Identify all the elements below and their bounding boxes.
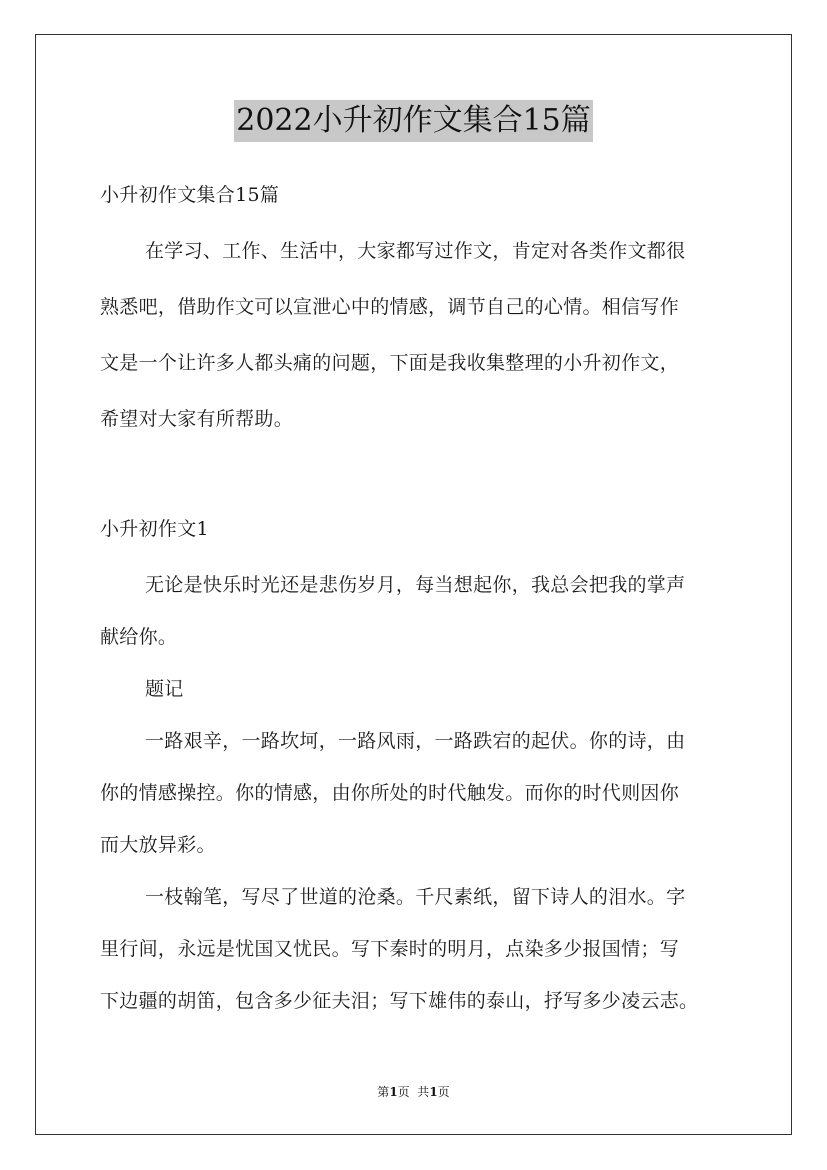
essay-heading: 小升初作文1 xyxy=(100,518,209,540)
intro-line: 文是一个让许多人都头痛的问题，下面是我收集整理的小升初作文， xyxy=(100,352,680,374)
subtitle: 小升初作文集合15篇 xyxy=(100,184,280,206)
document-body xyxy=(100,176,728,1020)
paragraph-line: 而大放异彩。 xyxy=(100,834,216,856)
paragraph-line: 你的情感操控。你的情感，由你所处的时代触发。而你的时代则因你 xyxy=(100,782,680,804)
document-title: 2022小升初作文集合15篇 xyxy=(234,100,593,142)
paragraph-line: 下边疆的胡笛，包含多少征夫泪；写下雄伟的泰山，抒写多少凌云志。 xyxy=(100,990,699,1012)
paragraph-line: 一路艰辛，一路坎坷，一路风雨，一路跌宕的起伏。你的诗，由 xyxy=(145,730,686,752)
page-footer xyxy=(0,1083,827,1101)
paragraph-line: 里行间，永远是忧国又忧民。写下秦时的明月，点染多少报国情；写 xyxy=(100,938,680,960)
note-line: 题记 xyxy=(145,678,184,700)
paragraph-line: 一枝翰笔，写尽了世道的沧桑。千尺素纸，留下诗人的泪水。字 xyxy=(145,886,686,908)
page-label-prefix: 第 xyxy=(377,1085,390,1099)
page-current: 1 xyxy=(389,1085,398,1099)
paragraph-line: 无论是快乐时光还是悲伤岁月，每当想起你，我总会把我的掌声 xyxy=(145,574,686,596)
intro-line: 在学习、工作、生活中，大家都写过作文，肯定对各类作文都很 xyxy=(145,240,686,262)
page-total: 1 xyxy=(429,1085,438,1099)
title-container xyxy=(0,100,827,142)
page-label-mid: 页 共 xyxy=(397,1085,430,1099)
page-label-suffix: 页 xyxy=(437,1085,450,1099)
paragraph-line: 献给你。 xyxy=(100,626,178,648)
intro-line: 熟悉吧，借助作文可以宣泄心中的情感，调节自己的心情。相信写作 xyxy=(100,296,680,318)
intro-line: 希望对大家有所帮助。 xyxy=(100,408,294,430)
